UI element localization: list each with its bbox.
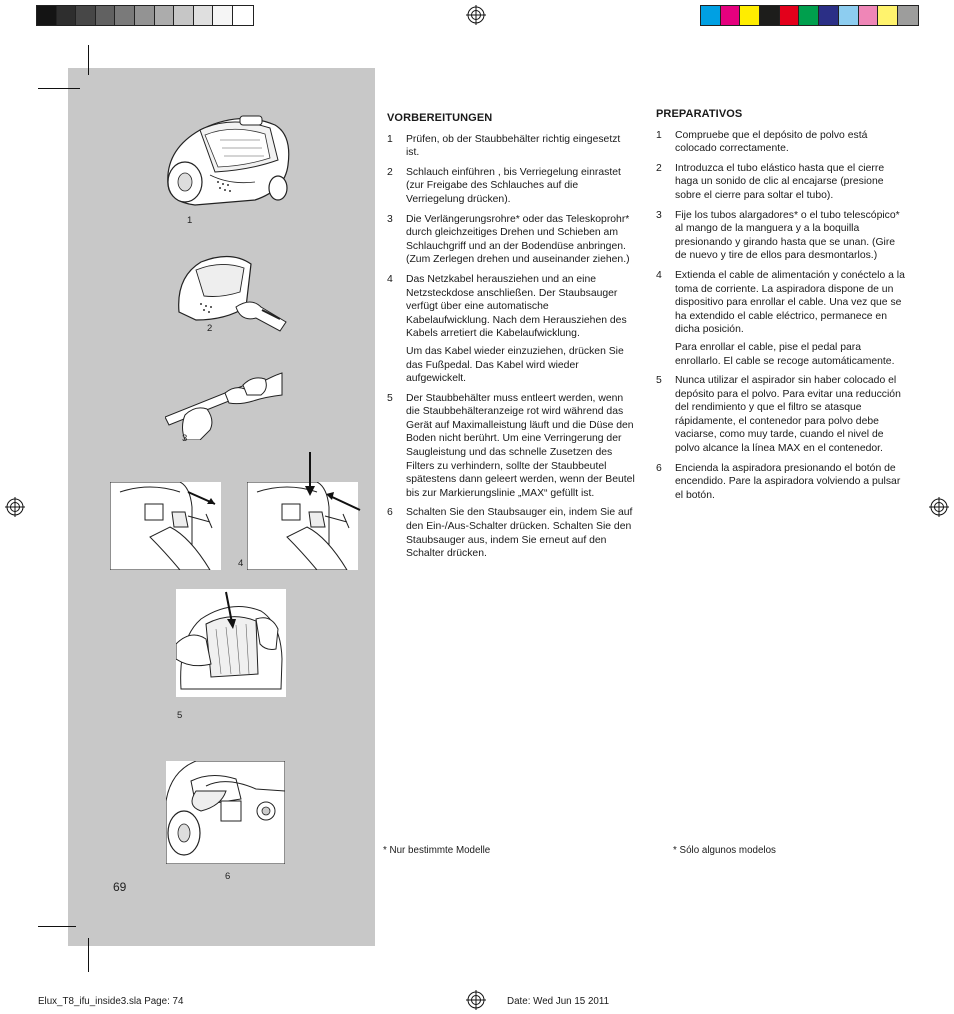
figure-label: 3	[182, 433, 188, 444]
grayscale-calibration-bar	[36, 5, 254, 26]
step-paragraph: Der Staubbehälter muss entleert werden, wenn die Staubbehälteranzeige rot wird während das Gerät auf Maximalleistung läuft und die Düse den Boden nicht berührt. Um eine Verringerung der Saugleistung und das schnelle Zusetzen des Filters zu verhindern, sollte der Staubbeutel spätestens dann geleert werden, wenn der Beutel bis zur Markierungslinie „MAX“ gefüllt ist.	[406, 392, 635, 499]
step-paragraph: Introduzca el tubo elástico hasta que el cierre haga un sonido de clic al encajarse (presione sobre el cierre para soltar el tubo).	[675, 162, 885, 201]
gray-swatch	[174, 6, 194, 25]
gray-swatch	[194, 6, 214, 25]
section-heading: VORBEREITUNGEN	[387, 112, 493, 124]
gray-swatch	[96, 6, 116, 25]
step-paragraph: Para enrollar el cable, pise el pedal para enrollarlo. El cable se recoge automáticamente.	[675, 341, 895, 367]
step-number: 5	[387, 392, 393, 404]
vacuum-body-illustration	[160, 110, 295, 210]
section-heading: PREPARATIVOS	[656, 108, 743, 120]
step-paragraph: Um das Kabel wieder einzuziehen, drücken Sie das Fußpedal. Das Kabel wird wieder aufgewickelt.	[406, 345, 624, 385]
step-number: 3	[656, 209, 662, 221]
step-number: 1	[387, 133, 393, 145]
cord-plug-illustration	[110, 482, 221, 570]
crop-mark	[38, 926, 76, 927]
instruction-item	[656, 209, 906, 267]
instruction-item	[387, 273, 635, 390]
color-swatch	[780, 6, 800, 25]
step-paragraph: Schlauch einführen , bis Verriegelung einrastet (zur Freigabe des Schlauches auf die Verriegelung drücken).	[406, 166, 621, 205]
step-text	[406, 213, 635, 271]
step-text	[406, 506, 635, 564]
registration-mark-icon	[929, 497, 949, 517]
figure-label: 6	[225, 871, 231, 882]
step-text	[406, 273, 635, 390]
step-paragraph: Die Verlängerungsrohre* oder das Teleskoprohr* durch gleichzeitiges Drehen und Schieben am Schlauchgriff und an der Bodendüse anbringen. (Zum Zerlegen drehen und auseinander ziehen.)	[406, 213, 630, 266]
crop-mark	[88, 45, 89, 75]
instruction-item	[656, 269, 906, 372]
crop-mark	[88, 938, 89, 972]
figure-label: 5	[177, 710, 183, 721]
instruction-item	[656, 129, 906, 160]
page-number: 69	[113, 880, 127, 894]
step-paragraph: Schalten Sie den Staubsauger ein, indem Sie auf den Ein-/Aus-Schalter drücken. Schalten Sie den Staubsauger aus, indem Sie erneut auf den Schalter drücken.	[406, 507, 633, 560]
step-text	[406, 392, 635, 505]
step-text	[675, 129, 906, 160]
step-text	[675, 462, 906, 507]
step-number: 5	[656, 375, 662, 387]
crop-mark	[38, 88, 80, 89]
color-swatch	[819, 6, 839, 25]
german-column	[387, 112, 635, 567]
step-number: 4	[387, 273, 393, 285]
color-swatch	[721, 6, 741, 25]
step-number: 4	[656, 269, 662, 281]
step-paragraph: Compruebe que el depósito de polvo está colocado correctamente.	[675, 129, 868, 155]
gray-swatch	[37, 6, 57, 25]
step-paragraph: Fije los tubos alargadores* o el tubo telescópico* al mango de la manguera y a la boquilla presionando y girando hasta que se unan. (Gire de nuevo y tire de ellos para desmontarlos.)	[675, 209, 900, 262]
instruction-item	[387, 133, 635, 164]
step-text	[675, 209, 906, 267]
step-paragraph: Nunca utilizar el aspirador sin haber colocado el depósito para el polvo. Para evitar una reducción del rendimiento y que el filtro se atasque rápidamente, el contenedor para polvo debe vaciarse, como muy tarde, cuando el nivel de polvo alcance la línea MAX en el contenedor.	[675, 375, 901, 455]
color-swatch	[760, 6, 780, 25]
instruction-item	[656, 462, 906, 507]
gray-swatch	[213, 6, 233, 25]
slug-date: Date: Wed Jun 15 2011	[507, 996, 610, 1007]
color-swatch	[740, 6, 760, 25]
step-text	[675, 269, 906, 372]
step-text	[406, 166, 635, 211]
registration-mark-icon	[466, 990, 486, 1010]
dust-container-illustration	[176, 589, 286, 697]
step-paragraph: Prüfen, ob der Staubbehälter richtig eingesetzt ist.	[406, 133, 621, 159]
instruction-item	[656, 162, 906, 207]
step-text	[675, 374, 906, 460]
step-paragraph: Extienda el cable de alimentación y conéctelo a la toma de corriente. La aspiradora dispone de un dispositivo para enrollar el cable. Una vez que se ha extendido el cable eléctrico, permanece en dicha posición.	[675, 269, 905, 336]
step-text	[406, 133, 635, 164]
gray-swatch	[155, 6, 175, 25]
step-number: 1	[656, 129, 662, 141]
figure-label: 2	[207, 323, 213, 334]
power-switch-illustration	[166, 761, 285, 864]
figure-label: 4	[238, 558, 244, 569]
gray-swatch	[135, 6, 155, 25]
step-number: 3	[387, 213, 393, 225]
gray-swatch	[115, 6, 135, 25]
instruction-list	[387, 133, 635, 565]
gray-swatch	[57, 6, 77, 25]
gray-swatch	[233, 6, 253, 25]
step-number: 6	[656, 462, 662, 474]
color-calibration-bar	[700, 5, 919, 26]
arrow-icon	[300, 452, 370, 522]
color-swatch	[839, 6, 859, 25]
step-number: 6	[387, 507, 393, 519]
instruction-item	[387, 213, 635, 271]
step-number: 2	[656, 162, 662, 174]
color-swatch	[878, 6, 898, 25]
footnote: * Nur bestimmte Modelle	[383, 845, 491, 856]
instruction-item	[387, 166, 635, 211]
slug-file-info: Elux_T8_ifu_inside3.sla Page: 74	[38, 996, 184, 1007]
step-number: 2	[387, 166, 393, 178]
instruction-item	[387, 506, 635, 564]
color-swatch	[898, 6, 918, 25]
step-paragraph: Encienda la aspiradora presionando el botón de encendido. Pare la aspiradora volviendo a pulsar el botón.	[675, 462, 901, 501]
spanish-column	[656, 108, 906, 508]
instruction-list	[656, 129, 906, 507]
registration-mark-icon	[466, 5, 486, 25]
figure-label: 1	[187, 215, 193, 226]
color-swatch	[859, 6, 879, 25]
registration-mark-icon	[5, 497, 25, 517]
step-paragraph: Das Netzkabel herausziehen und an eine Netzsteckdose anschließen. Der Staubsauger verfügt über eine automatische Kabelaufwicklung. Nach dem Herausziehen des Kabels arretiert die Kabelaufwicklung.	[406, 273, 627, 340]
footnote: * Sólo algunos modelos	[673, 845, 776, 856]
gray-swatch	[76, 6, 96, 25]
instruction-item	[656, 374, 906, 460]
color-swatch	[701, 6, 721, 25]
instruction-item	[387, 392, 635, 505]
step-text	[675, 162, 906, 207]
telescopic-tube-illustration	[165, 365, 283, 440]
color-swatch	[799, 6, 819, 25]
hose-insert-illustration	[176, 252, 288, 332]
